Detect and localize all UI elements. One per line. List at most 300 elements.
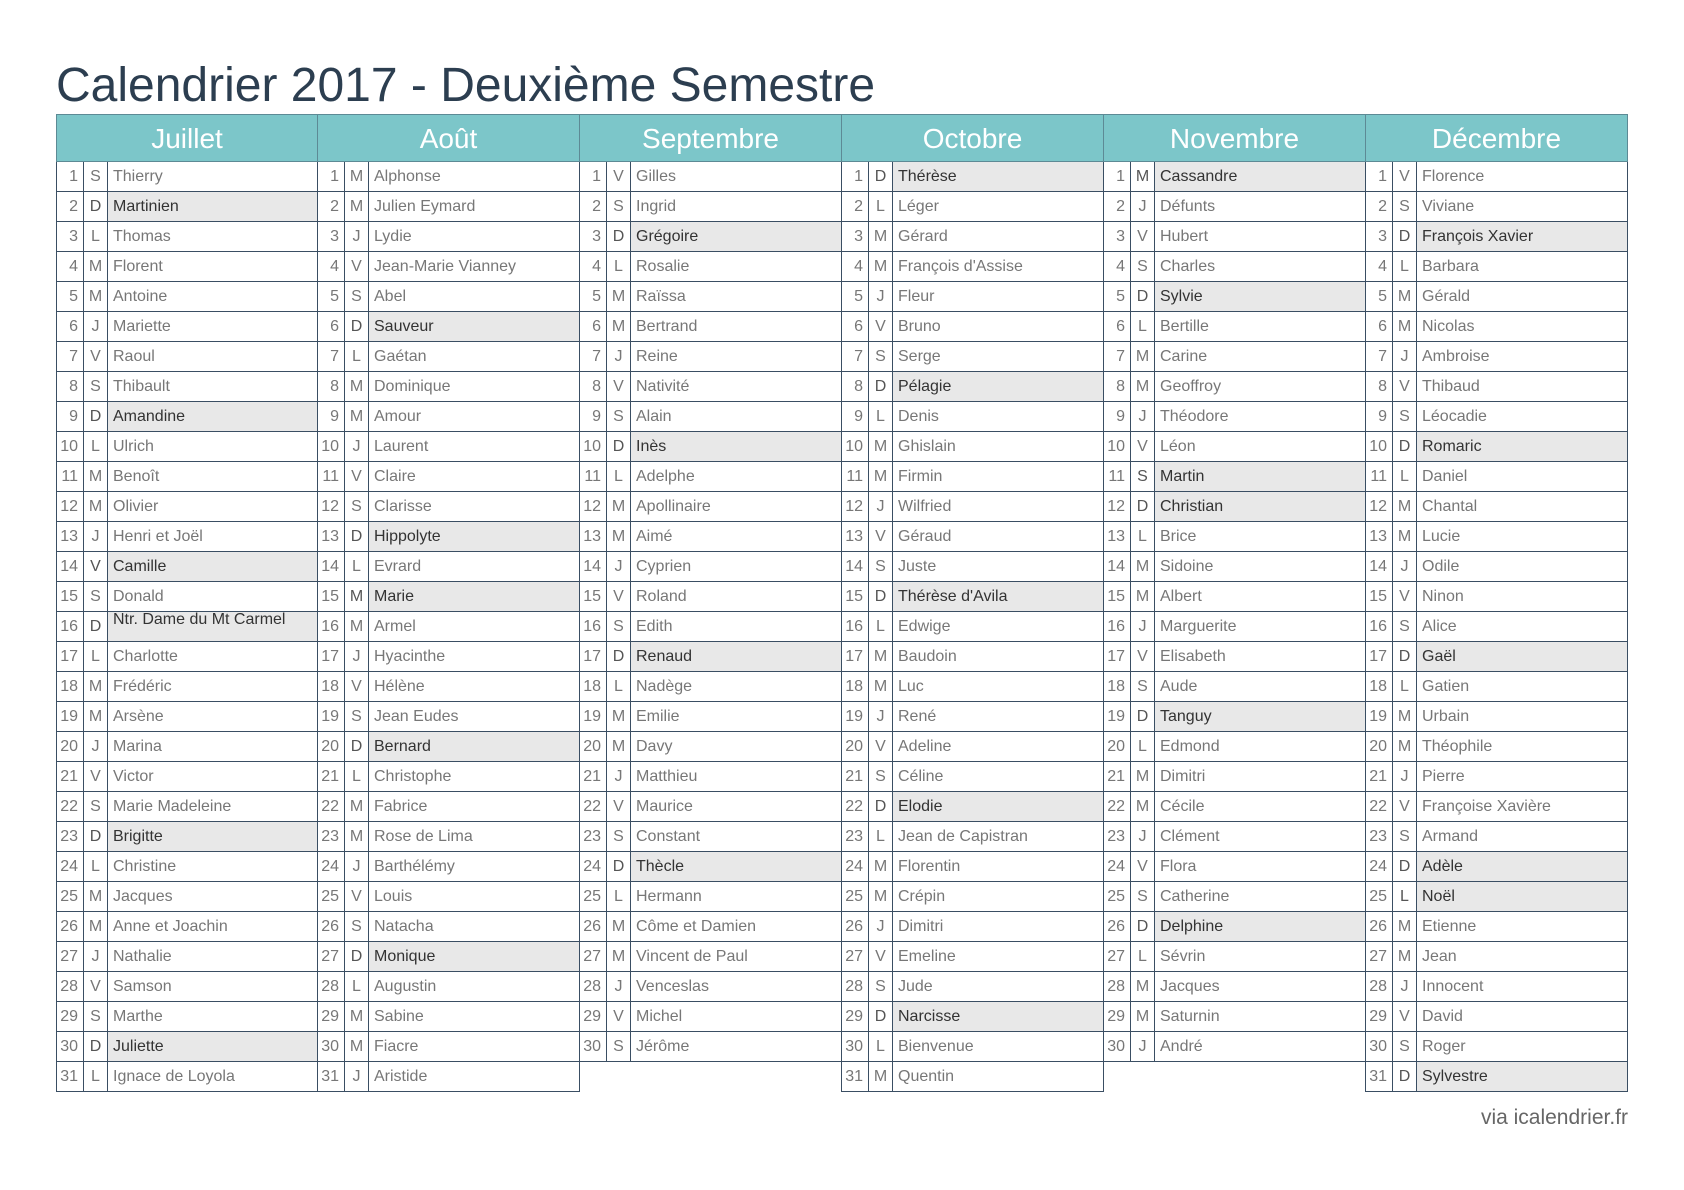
- weekday-letter: M: [84, 912, 108, 941]
- day-number: 19: [842, 702, 869, 731]
- day-number: 4: [318, 252, 345, 281]
- day-row: [579, 1002, 842, 1032]
- saint-name: Aimé: [636, 528, 673, 545]
- weekday-letter: J: [84, 942, 108, 971]
- day-row: [56, 432, 318, 462]
- weekday-letter: M: [1393, 912, 1417, 941]
- saint-name: Bertrand: [636, 318, 698, 335]
- day-row: [56, 672, 318, 702]
- saint-name: Monique: [369, 942, 579, 971]
- weekday-letter: M: [84, 282, 108, 311]
- day-row: [56, 882, 318, 912]
- saint-name: Noël: [1417, 882, 1627, 911]
- weekday-letter: V: [1393, 162, 1417, 191]
- saint-name: Grégoire: [631, 222, 841, 251]
- day-number: 16: [318, 612, 345, 641]
- day-row: [1365, 522, 1628, 552]
- saint-name: Crépin: [898, 888, 946, 905]
- day-number: 21: [1104, 762, 1131, 791]
- saint-name: Abel: [374, 288, 407, 305]
- day-row: [841, 492, 1104, 522]
- weekday-letter: L: [607, 462, 631, 491]
- day-row: [579, 372, 842, 402]
- day-number: 2: [57, 192, 84, 221]
- day-row: [56, 642, 318, 672]
- day-row: [841, 792, 1104, 822]
- day-row: [1103, 402, 1366, 432]
- saint-name: Fiacre: [374, 1038, 419, 1055]
- day-row: [317, 582, 580, 612]
- weekday-letter: S: [1393, 402, 1417, 431]
- day-number: 22: [1366, 792, 1393, 821]
- day-row: [579, 552, 842, 582]
- saint-name: Brigitte: [108, 822, 317, 851]
- day-number: 11: [57, 462, 84, 491]
- weekday-letter: S: [1131, 252, 1155, 281]
- saint-name: Thibault: [113, 378, 170, 395]
- saint-name: Flora: [1160, 858, 1197, 875]
- day-number: 30: [318, 1032, 345, 1061]
- day-number: 4: [842, 252, 869, 281]
- day-number: 1: [1366, 162, 1393, 191]
- day-row: [1103, 792, 1366, 822]
- weekday-letter: L: [1131, 942, 1155, 971]
- day-row: [841, 972, 1104, 1002]
- weekday-letter: D: [1393, 432, 1417, 461]
- saint-name: Viviane: [1422, 198, 1475, 215]
- saint-name: Marguerite: [1160, 618, 1237, 635]
- saint-name: Romaric: [1417, 432, 1627, 461]
- saint-name: René: [898, 708, 937, 725]
- day-row: [579, 192, 842, 222]
- saint-name: Sylvie: [1155, 282, 1365, 311]
- day-row: [579, 222, 842, 252]
- day-number: 30: [580, 1032, 607, 1061]
- day-row: [1365, 342, 1628, 372]
- day-number: 8: [580, 372, 607, 401]
- day-number: 11: [580, 462, 607, 491]
- day-number: 16: [1104, 612, 1131, 641]
- weekday-letter: J: [1131, 402, 1155, 431]
- day-row: [579, 822, 842, 852]
- saint-name: Emeline: [898, 948, 956, 965]
- day-row: [56, 762, 318, 792]
- weekday-letter: V: [345, 882, 369, 911]
- saint-name: Gérard: [898, 228, 948, 245]
- day-row: [1103, 192, 1366, 222]
- day-list: [56, 162, 318, 1092]
- weekday-letter: M: [1131, 792, 1155, 821]
- saint-name: Thierry: [113, 168, 163, 185]
- weekday-letter: D: [345, 942, 369, 971]
- saint-name: Nathalie: [113, 948, 172, 965]
- saint-name: Maurice: [636, 798, 693, 815]
- saint-name: Aude: [1160, 678, 1198, 695]
- day-number: 9: [1366, 402, 1393, 431]
- day-row: [317, 552, 580, 582]
- weekday-letter: J: [84, 522, 108, 551]
- saint-name: Marie: [369, 582, 579, 611]
- saint-name: Adelphe: [636, 468, 695, 485]
- day-number: 23: [57, 822, 84, 851]
- day-row: [841, 582, 1104, 612]
- saint-name: Victor: [113, 768, 154, 785]
- saint-name: Christophe: [374, 768, 452, 785]
- weekday-letter: J: [607, 342, 631, 371]
- day-row: [317, 312, 580, 342]
- weekday-letter: L: [345, 342, 369, 371]
- day-number: 10: [1104, 432, 1131, 461]
- day-row: [317, 942, 580, 972]
- day-row: [841, 192, 1104, 222]
- weekday-letter: J: [1393, 342, 1417, 371]
- weekday-letter: D: [869, 1002, 893, 1031]
- weekday-letter: S: [607, 192, 631, 221]
- day-row: [56, 822, 318, 852]
- saint-name: Chantal: [1422, 498, 1478, 515]
- day-number: 17: [57, 642, 84, 671]
- weekday-letter: S: [345, 492, 369, 521]
- weekday-letter: V: [607, 162, 631, 191]
- day-number: 29: [842, 1002, 869, 1031]
- day-row: [1103, 612, 1366, 642]
- weekday-letter: M: [869, 432, 893, 461]
- day-row: [579, 492, 842, 522]
- saint-name: Nativité: [636, 378, 690, 395]
- day-row: [841, 312, 1104, 342]
- day-number: 24: [1104, 852, 1131, 881]
- day-number: 6: [842, 312, 869, 341]
- saint-name: Gaétan: [374, 348, 427, 365]
- day-number: 10: [842, 432, 869, 461]
- weekday-letter: S: [84, 372, 108, 401]
- saint-name: Cécile: [1160, 798, 1205, 815]
- saint-name: Pierre: [1422, 768, 1465, 785]
- saint-name: Renaud: [631, 642, 841, 671]
- weekday-letter: V: [84, 972, 108, 1001]
- saint-name: Raïssa: [636, 288, 686, 305]
- weekday-letter: S: [869, 552, 893, 581]
- saint-name: Alphonse: [374, 168, 441, 185]
- day-row: [317, 792, 580, 822]
- day-row: [1103, 672, 1366, 702]
- weekday-letter: M: [84, 252, 108, 281]
- saint-name: Gatien: [1422, 678, 1470, 695]
- weekday-letter: J: [1393, 972, 1417, 1001]
- saint-name: Bienvenue: [898, 1038, 974, 1055]
- day-number: 27: [1366, 942, 1393, 971]
- weekday-letter: L: [869, 402, 893, 431]
- day-row: [56, 462, 318, 492]
- weekday-letter: D: [1393, 1062, 1417, 1091]
- saint-name: Jacques: [1160, 978, 1220, 995]
- weekday-letter: M: [1131, 582, 1155, 611]
- day-row: [579, 762, 842, 792]
- day-row: [317, 462, 580, 492]
- weekday-letter: M: [84, 492, 108, 521]
- weekday-letter: M: [345, 612, 369, 641]
- saint-name: Théodore: [1160, 408, 1229, 425]
- weekday-letter: L: [1131, 732, 1155, 761]
- saint-name: Bruno: [898, 318, 941, 335]
- saint-name: Nicolas: [1422, 318, 1475, 335]
- day-row: [1365, 372, 1628, 402]
- day-row: [841, 882, 1104, 912]
- saint-name: Martinien: [108, 192, 317, 221]
- day-row: [56, 282, 318, 312]
- day-number: 7: [1104, 342, 1131, 371]
- day-row: [56, 942, 318, 972]
- weekday-letter: D: [1393, 642, 1417, 671]
- day-row: [841, 702, 1104, 732]
- weekday-letter: S: [607, 822, 631, 851]
- day-row: [1103, 372, 1366, 402]
- page-title: Calendrier 2017 - Deuxième Semestre: [56, 59, 876, 112]
- weekday-letter: V: [869, 312, 893, 341]
- weekday-letter: M: [607, 282, 631, 311]
- saint-name: Thérèse d'Avila: [893, 582, 1103, 611]
- weekday-letter: J: [1131, 192, 1155, 221]
- month-header: Septembre: [580, 114, 842, 162]
- day-number: 27: [1104, 942, 1131, 971]
- day-number: 7: [318, 342, 345, 371]
- day-number: 20: [580, 732, 607, 761]
- day-row: [841, 462, 1104, 492]
- saint-name: Juliette: [108, 1032, 317, 1061]
- saint-name: Cyprien: [636, 558, 692, 575]
- weekday-letter: V: [345, 252, 369, 281]
- weekday-letter: M: [345, 1032, 369, 1061]
- day-number: 1: [842, 162, 869, 191]
- day-row: [841, 732, 1104, 762]
- saint-name: Amandine: [108, 402, 317, 431]
- saint-name: Sauveur: [369, 312, 579, 341]
- source-credit: via icalendrier.fr: [1480, 1106, 1628, 1129]
- day-row: [56, 252, 318, 282]
- day-row: [56, 1032, 318, 1062]
- day-row: [841, 1002, 1104, 1032]
- day-row: [1365, 312, 1628, 342]
- weekday-letter: J: [345, 852, 369, 881]
- day-row: [56, 612, 318, 642]
- weekday-letter: V: [1131, 642, 1155, 671]
- weekday-letter: M: [869, 222, 893, 251]
- weekday-letter: L: [84, 1062, 108, 1091]
- day-row: [317, 672, 580, 702]
- saint-name: Juste: [898, 558, 937, 575]
- day-row: [579, 702, 842, 732]
- weekday-letter: L: [1393, 672, 1417, 701]
- saint-name: Marina: [113, 738, 162, 755]
- day-number: 11: [842, 462, 869, 491]
- weekday-letter: S: [84, 162, 108, 191]
- weekday-letter: M: [1131, 972, 1155, 1001]
- saint-name: Bernard: [369, 732, 579, 761]
- weekday-letter: M: [1131, 162, 1155, 191]
- day-row: [1365, 162, 1628, 192]
- day-row: [317, 972, 580, 1002]
- day-row: [317, 642, 580, 672]
- weekday-letter: L: [84, 852, 108, 881]
- saint-name: Clarisse: [374, 498, 432, 515]
- saint-name: Fleur: [898, 288, 935, 305]
- saint-name: Laurent: [374, 438, 429, 455]
- day-number: 13: [1366, 522, 1393, 551]
- saint-name: Christine: [113, 858, 177, 875]
- saint-name: Hubert: [1160, 228, 1209, 245]
- weekday-letter: M: [345, 582, 369, 611]
- weekday-letter: V: [1393, 582, 1417, 611]
- day-number: 9: [842, 402, 869, 431]
- day-row: [317, 912, 580, 942]
- day-number: 19: [57, 702, 84, 731]
- weekday-letter: V: [869, 732, 893, 761]
- saint-name: Wilfried: [898, 498, 952, 515]
- day-row: [317, 282, 580, 312]
- day-number: 22: [580, 792, 607, 821]
- weekday-letter: S: [345, 282, 369, 311]
- day-row: [579, 912, 842, 942]
- saint-name: Olivier: [113, 498, 159, 515]
- weekday-letter: L: [869, 1032, 893, 1061]
- day-number: 24: [318, 852, 345, 881]
- saint-name: Thérèse: [893, 162, 1103, 191]
- day-row: [579, 342, 842, 372]
- saint-name: Sidoine: [1160, 558, 1214, 575]
- weekday-letter: S: [607, 612, 631, 641]
- day-row: [317, 252, 580, 282]
- weekday-letter: M: [1131, 762, 1155, 791]
- saint-name: Côme et Damien: [636, 918, 757, 935]
- day-row: [1365, 552, 1628, 582]
- day-number: 2: [842, 192, 869, 221]
- saint-name: Louis: [374, 888, 413, 905]
- month-column: [580, 114, 842, 1092]
- saint-name: Tanguy: [1155, 702, 1365, 731]
- day-row: [317, 522, 580, 552]
- weekday-letter: V: [869, 522, 893, 551]
- weekday-letter: M: [607, 912, 631, 941]
- saint-name: Serge: [898, 348, 941, 365]
- saint-name: Hélène: [374, 678, 425, 695]
- day-row: [1365, 672, 1628, 702]
- day-number: 24: [580, 852, 607, 881]
- day-number: 26: [842, 912, 869, 941]
- weekday-letter: J: [345, 222, 369, 251]
- day-number: 17: [1104, 642, 1131, 671]
- day-number: 20: [57, 732, 84, 761]
- day-number: 23: [1104, 822, 1131, 851]
- saint-name: Antoine: [113, 288, 168, 305]
- saint-name: Baudoin: [898, 648, 957, 665]
- day-row: [1365, 252, 1628, 282]
- weekday-letter: S: [84, 582, 108, 611]
- day-row: [1365, 222, 1628, 252]
- day-number: 9: [57, 402, 84, 431]
- day-number: 29: [1104, 1002, 1131, 1031]
- weekday-letter: D: [1131, 492, 1155, 521]
- saint-name: André: [1160, 1038, 1203, 1055]
- weekday-letter: L: [1393, 882, 1417, 911]
- day-number: 30: [842, 1032, 869, 1061]
- saint-name: Ingrid: [636, 198, 677, 215]
- month-header: Août: [318, 114, 580, 162]
- day-number: 25: [318, 882, 345, 911]
- day-number: 28: [1104, 972, 1131, 1001]
- month-column: [1104, 114, 1366, 1092]
- day-row: [1103, 882, 1366, 912]
- day-row: [317, 1062, 580, 1092]
- day-number: 15: [842, 582, 869, 611]
- saint-name: Ghislain: [898, 438, 956, 455]
- saint-name: Elodie: [893, 792, 1103, 821]
- day-number: 22: [842, 792, 869, 821]
- saint-name: Donald: [113, 588, 164, 605]
- day-row: [1103, 492, 1366, 522]
- saint-name: Venceslas: [636, 978, 709, 995]
- day-row: [1365, 732, 1628, 762]
- day-number: 31: [842, 1062, 869, 1091]
- day-row: [1103, 822, 1366, 852]
- saint-name: Sabine: [374, 1008, 424, 1025]
- day-row: [579, 462, 842, 492]
- day-number: 11: [318, 462, 345, 491]
- saint-name: Samson: [113, 978, 172, 995]
- weekday-letter: D: [869, 792, 893, 821]
- day-row: [56, 1062, 318, 1092]
- day-row: [317, 1032, 580, 1062]
- saint-name: Edwige: [898, 618, 951, 635]
- day-number: 12: [1366, 492, 1393, 521]
- day-number: 7: [842, 342, 869, 371]
- saint-name: Théophile: [1422, 738, 1493, 755]
- saint-name: Raoul: [113, 348, 155, 365]
- saint-name: Davy: [636, 738, 673, 755]
- saint-name: Jérôme: [636, 1038, 690, 1055]
- day-number: 19: [318, 702, 345, 731]
- weekday-letter: D: [1393, 222, 1417, 251]
- saint-name: Barthélémy: [374, 858, 455, 875]
- day-row: [1103, 972, 1366, 1002]
- day-number: 10: [580, 432, 607, 461]
- day-list: [842, 162, 1104, 1092]
- day-number: 16: [57, 612, 84, 641]
- saint-name: Edith: [636, 618, 673, 635]
- weekday-letter: M: [869, 252, 893, 281]
- day-row: [1103, 522, 1366, 552]
- saint-name: Innocent: [1422, 978, 1484, 995]
- weekday-letter: M: [84, 672, 108, 701]
- saint-name: Anne et Joachin: [113, 918, 228, 935]
- weekday-letter: D: [84, 402, 108, 431]
- weekday-letter: M: [607, 492, 631, 521]
- weekday-letter: M: [345, 822, 369, 851]
- day-number: 14: [580, 552, 607, 581]
- weekday-letter: D: [345, 522, 369, 551]
- weekday-letter: D: [869, 372, 893, 401]
- day-number: 11: [1104, 462, 1131, 491]
- weekday-letter: M: [1131, 342, 1155, 371]
- day-row: [1365, 642, 1628, 672]
- day-number: 26: [318, 912, 345, 941]
- weekday-letter: L: [607, 672, 631, 701]
- weekday-letter: D: [84, 822, 108, 851]
- weekday-letter: J: [607, 552, 631, 581]
- day-number: 7: [580, 342, 607, 371]
- day-number: 12: [842, 492, 869, 521]
- day-number: 20: [1366, 732, 1393, 761]
- weekday-letter: V: [345, 462, 369, 491]
